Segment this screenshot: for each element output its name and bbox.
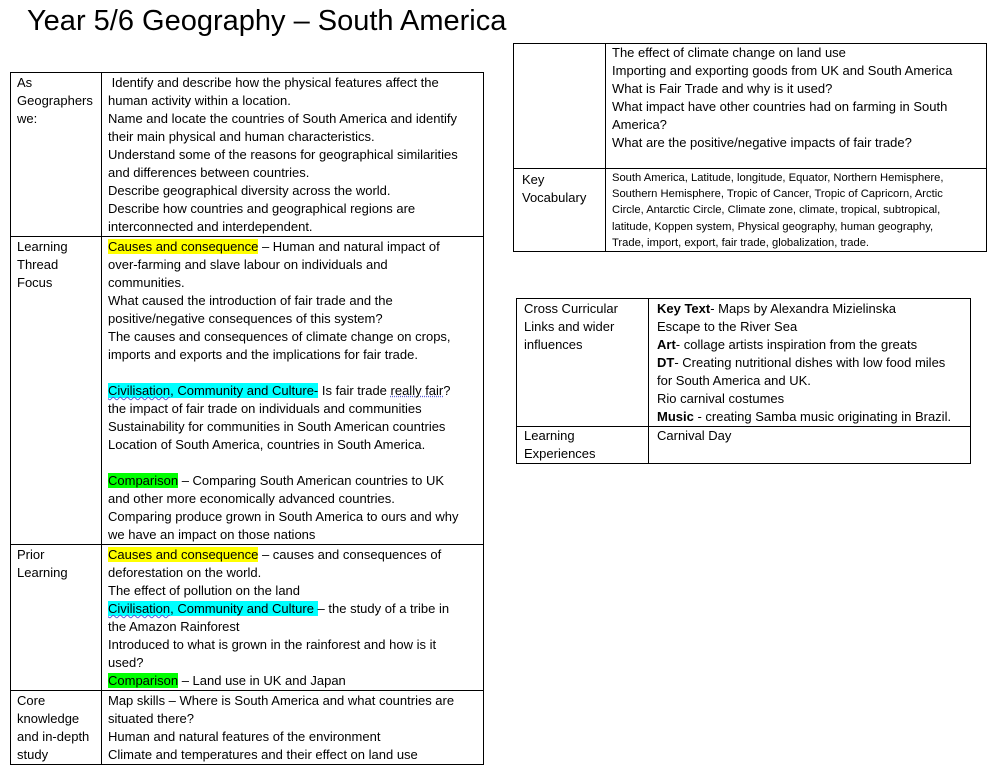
text-line: used? <box>108 655 144 670</box>
text-line: Climate and temperatures and their effect on land use <box>108 747 418 762</box>
text-line <box>108 382 483 400</box>
text-line: the Amazon Rainforest <box>108 619 240 634</box>
table-row <box>11 237 484 545</box>
text-span: – causes and consequences of <box>258 547 442 562</box>
text-line: Sustainability for communities in South American countries <box>108 419 446 434</box>
text-line: America? <box>612 117 667 132</box>
text-line: Comparing produce grown in South America to ours and why <box>108 509 459 524</box>
spacer <box>108 364 483 382</box>
table-row <box>514 169 987 252</box>
row-label <box>514 169 606 252</box>
row-content <box>102 73 484 237</box>
highlight-civilisation <box>108 601 318 616</box>
text-span: Art <box>657 337 676 352</box>
text-line: South America, Latitude, longitude, Equator, Northern Hemisphere, <box>612 172 944 184</box>
highlight-comparison: Comparison <box>108 473 179 488</box>
label-as-geographers: As Geographers we: <box>17 75 93 126</box>
left-curriculum-table <box>10 72 484 765</box>
row-label <box>11 545 102 691</box>
text-span: , Community and Culture <box>170 601 318 616</box>
highlight-civilisation <box>108 383 318 398</box>
text-line: The causes and consequences of climate change on crops, <box>108 329 451 344</box>
row-content <box>649 427 971 464</box>
text-line: human activity within a location. <box>108 93 291 108</box>
text-span: Music <box>657 409 694 424</box>
text-line <box>657 318 970 336</box>
text-span: - Creating nutritional dishes with low food miles <box>674 355 946 370</box>
text-span: DT <box>657 355 675 370</box>
text-line: communities. <box>108 275 185 290</box>
highlight-comparison: Comparison <box>108 673 179 688</box>
text-line: situated there? <box>108 711 195 726</box>
label-learning-thread: Learning Thread Focus <box>17 239 68 290</box>
table-row <box>514 44 987 169</box>
text-line: What are the positive/negative impacts of fair trade? <box>612 135 912 150</box>
text-line <box>657 300 970 318</box>
text-span: Key Text <box>657 301 711 316</box>
text-line: Southern Hemisphere, Tropic of Cancer, Tropic of Capricorn, Arctic <box>612 188 943 201</box>
text-line: Understand some of the reasons for geographical similarities <box>108 147 458 162</box>
text-line: and differences between countries. <box>108 165 310 180</box>
text-line: their main physical and human characteristics. <box>108 129 375 144</box>
text-span: – the study of a tribe in <box>317 601 450 616</box>
text-line: The effect of pollution on the land <box>108 583 301 598</box>
row-content <box>606 169 987 252</box>
text-span: Civilisation <box>108 383 171 398</box>
row-label <box>517 299 649 427</box>
text-line: Importing and exporting goods from UK and South America <box>612 63 953 78</box>
text-line <box>108 472 483 490</box>
text-line: Carnival Day <box>657 428 732 443</box>
text-line <box>657 354 970 372</box>
row-content <box>606 44 987 169</box>
text-line <box>108 672 483 690</box>
text-line <box>108 600 483 618</box>
table-row <box>11 73 484 237</box>
text-line: What caused the introduction of fair trade and the <box>108 293 393 308</box>
text-line: positive/negative consequences of this system? <box>108 311 383 326</box>
text-line: Circle, Antarctic Circle, Climate zone, climate, tropical, subtropical, <box>612 204 941 217</box>
text-line <box>657 372 970 390</box>
text-line <box>108 238 483 256</box>
text-line <box>657 336 970 354</box>
highlight-causes: Causes and consequence <box>108 239 259 254</box>
text-line: latitude, Koppen system, Physical geography, human geography, <box>612 220 934 233</box>
spacer <box>108 454 483 472</box>
highlight-causes: Causes and consequence <box>108 547 259 562</box>
table-row <box>517 299 971 427</box>
text-line: imports and exports and the implications for fair trade. <box>108 347 418 362</box>
row-content <box>102 691 484 765</box>
text-line: and other more economically advanced countries. <box>108 491 395 506</box>
row-label <box>514 44 606 169</box>
text-line: interconnected and interdependent. <box>108 219 313 234</box>
table-row <box>517 427 971 464</box>
row-content <box>649 299 971 427</box>
text-line: What is Fair Trade and why is it used? <box>612 81 833 96</box>
row-label <box>11 691 102 765</box>
top-right-table <box>513 43 987 252</box>
text-span: - Maps by Alexandra Mizielinska <box>710 301 896 316</box>
label-learning-experiences: Learning Experiences <box>524 428 596 461</box>
label-core-knowledge: Core knowledge and in-depth study <box>17 693 90 762</box>
row-label <box>11 237 102 545</box>
label-key-vocabulary: Key Vocabulary <box>522 172 587 205</box>
text-line: The effect of climate change on land use <box>612 45 846 60</box>
label-cross-curricular: Cross Curricular Links and wider influences <box>524 301 618 352</box>
text-span: for South America and UK. <box>657 373 811 388</box>
text-span: - collage artists inspiration from the greats <box>675 337 918 352</box>
text-span: really fair <box>390 383 444 398</box>
text-line: Location of South America, countries in South America. <box>108 437 426 452</box>
text-line: over-farming and slave labour on individuals and <box>108 257 388 272</box>
label-prior-learning: Prior Learning <box>17 547 68 580</box>
text-span: , Community and Culture- <box>170 383 319 398</box>
table-row <box>11 691 484 765</box>
text-line: Identify and describe how the physical features affect the <box>108 75 439 90</box>
text-line: Trade, import, export, fair trade, globalization, trade. <box>612 236 870 249</box>
row-label <box>11 73 102 237</box>
cross-curricular-table <box>516 298 971 464</box>
text-line: Human and natural features of the environment <box>108 729 381 744</box>
row-label <box>517 427 649 464</box>
text-line <box>108 546 483 564</box>
text-span: - creating Samba music originating in Brazil. <box>693 409 952 424</box>
text-span: – Land use in UK and Japan <box>178 673 346 688</box>
text-span: – Comparing South American countries to UK <box>178 473 445 488</box>
text-line: deforestation on the world. <box>108 565 262 580</box>
row-content <box>102 545 484 691</box>
text-line: Introduced to what is grown in the rainforest and how is it <box>108 637 437 652</box>
row-content <box>102 237 484 545</box>
text-line: What impact have other countries had on farming in South <box>612 99 948 114</box>
text-line: Name and locate the countries of South America and identify <box>108 111 458 126</box>
text-line: we have an impact on those nations <box>108 527 316 542</box>
text-line <box>657 390 970 408</box>
text-line: Map skills – Where is South America and what countries are <box>108 693 455 708</box>
text-line: Describe geographical diversity across the world. <box>108 183 391 198</box>
text-span: ? <box>443 383 451 398</box>
text-span: Civilisation <box>108 601 171 616</box>
text-span: Rio carnival costumes <box>657 391 785 406</box>
text-line <box>657 408 970 426</box>
text-line: the impact of fair trade on individuals and communities <box>108 401 422 416</box>
page-title: Year 5/6 Geography – South America <box>27 5 507 37</box>
table-row <box>11 545 484 691</box>
text-span: – Human and natural impact of <box>258 239 440 254</box>
text-span: Is fair trade <box>318 383 391 398</box>
text-line: Describe how countries and geographical regions are <box>108 201 416 216</box>
text-span: Escape to the River Sea <box>657 319 798 334</box>
